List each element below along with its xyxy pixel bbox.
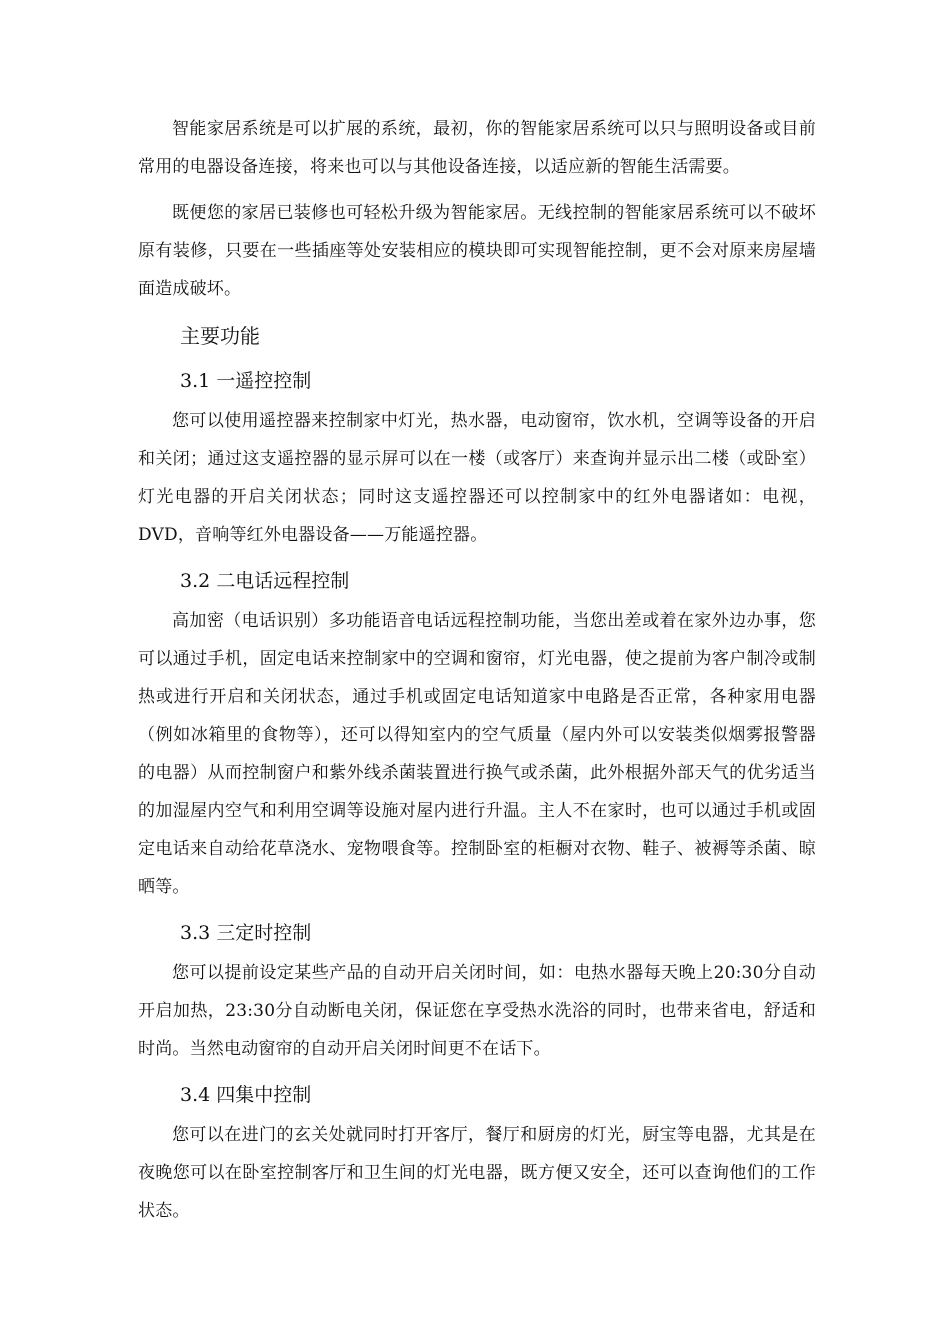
- section-body-remote: 您可以使用遥控器来控制家中灯光，热水器，电动窗帘，饮水机，空调等设备的开启和关闭；通过这支遥控器的显示屏可以在一楼（或客厅）来查询并显示出二楼（或卧室）灯光电器的开启关闭状态；同时这支遥控器还可以控制家中的红外电器诸如：电视，DVD，音响等红外电器设备——万能遥控器。: [138, 411, 816, 545]
- section-body-timer: 您可以提前设定某些产品的自动开启关闭时间，如：电热水器每天晚上20:30分自动开启加热，23:30分自动断电关闭，保证您在享受热水洗浴的同时，也带来省电，舒适和时尚。当然电动窗帘的自动开启关闭时间更不在话下。: [138, 963, 816, 1059]
- section-body-phone: 高加密（电话识别）多功能语音电话远程控制功能，当您出差或着在家外边办事，您可以通过手机，固定电话来控制家中的空调和窗帘，灯光电器，使之提前为客户制冷或制热或进行开启和关闭状态，通过手机或固定电话知道家中电路是否正常，各种家用电器（例如冰箱里的食物等），还可以得知室内的空气质量（屋内外可以安装类似烟雾报警器的电器）从而控制窗户和紫外线杀菌装置进行换气或杀菌，此外根据外部天气的优劣适当的加湿屋内空气和利用空调等设施对屋内进行升温。主人不在家时，也可以通过手机或固定电话来自动给花草浇水、宠物喂食等。控制卧室的柜橱对衣物、鞋子、被褥等杀菌、晾晒等。: [138, 611, 816, 897]
- document-body: [138, 110, 816, 1238]
- intro-paragraph-1: 智能家居系统是可以扩展的系统，最初，你的智能家居系统可以只与照明设备或目前常用的电器设备连接，将来也可以与其他设备连接，以适应新的智能生活需要。: [138, 119, 816, 177]
- section-title-remote: 3.1 一遥控控制: [180, 370, 312, 392]
- section-title-central: 3.4 四集中控制: [180, 1084, 312, 1106]
- section-title-timer: 3.3 三定时控制: [180, 922, 312, 944]
- section-title-phone: 3.2 二电话远程控制: [180, 570, 350, 592]
- intro-paragraph-2: 既便您的家居已装修也可轻松升级为智能家居。无线控制的智能家居系统可以不破坏原有装修，只要在一些插座等处安装相应的模块即可实现智能控制，更不会对原来房屋墙面造成破坏。: [138, 203, 816, 299]
- section-body-central: 您可以在进门的玄关处就同时打开客厅，餐厅和厨房的灯光，厨宝等电器，尤其是在夜晚您可以在卧室控制客厅和卫生间的灯光电器，既方便又安全，还可以查询他们的工作状态。: [138, 1125, 816, 1221]
- main-heading: 主要功能: [180, 324, 260, 348]
